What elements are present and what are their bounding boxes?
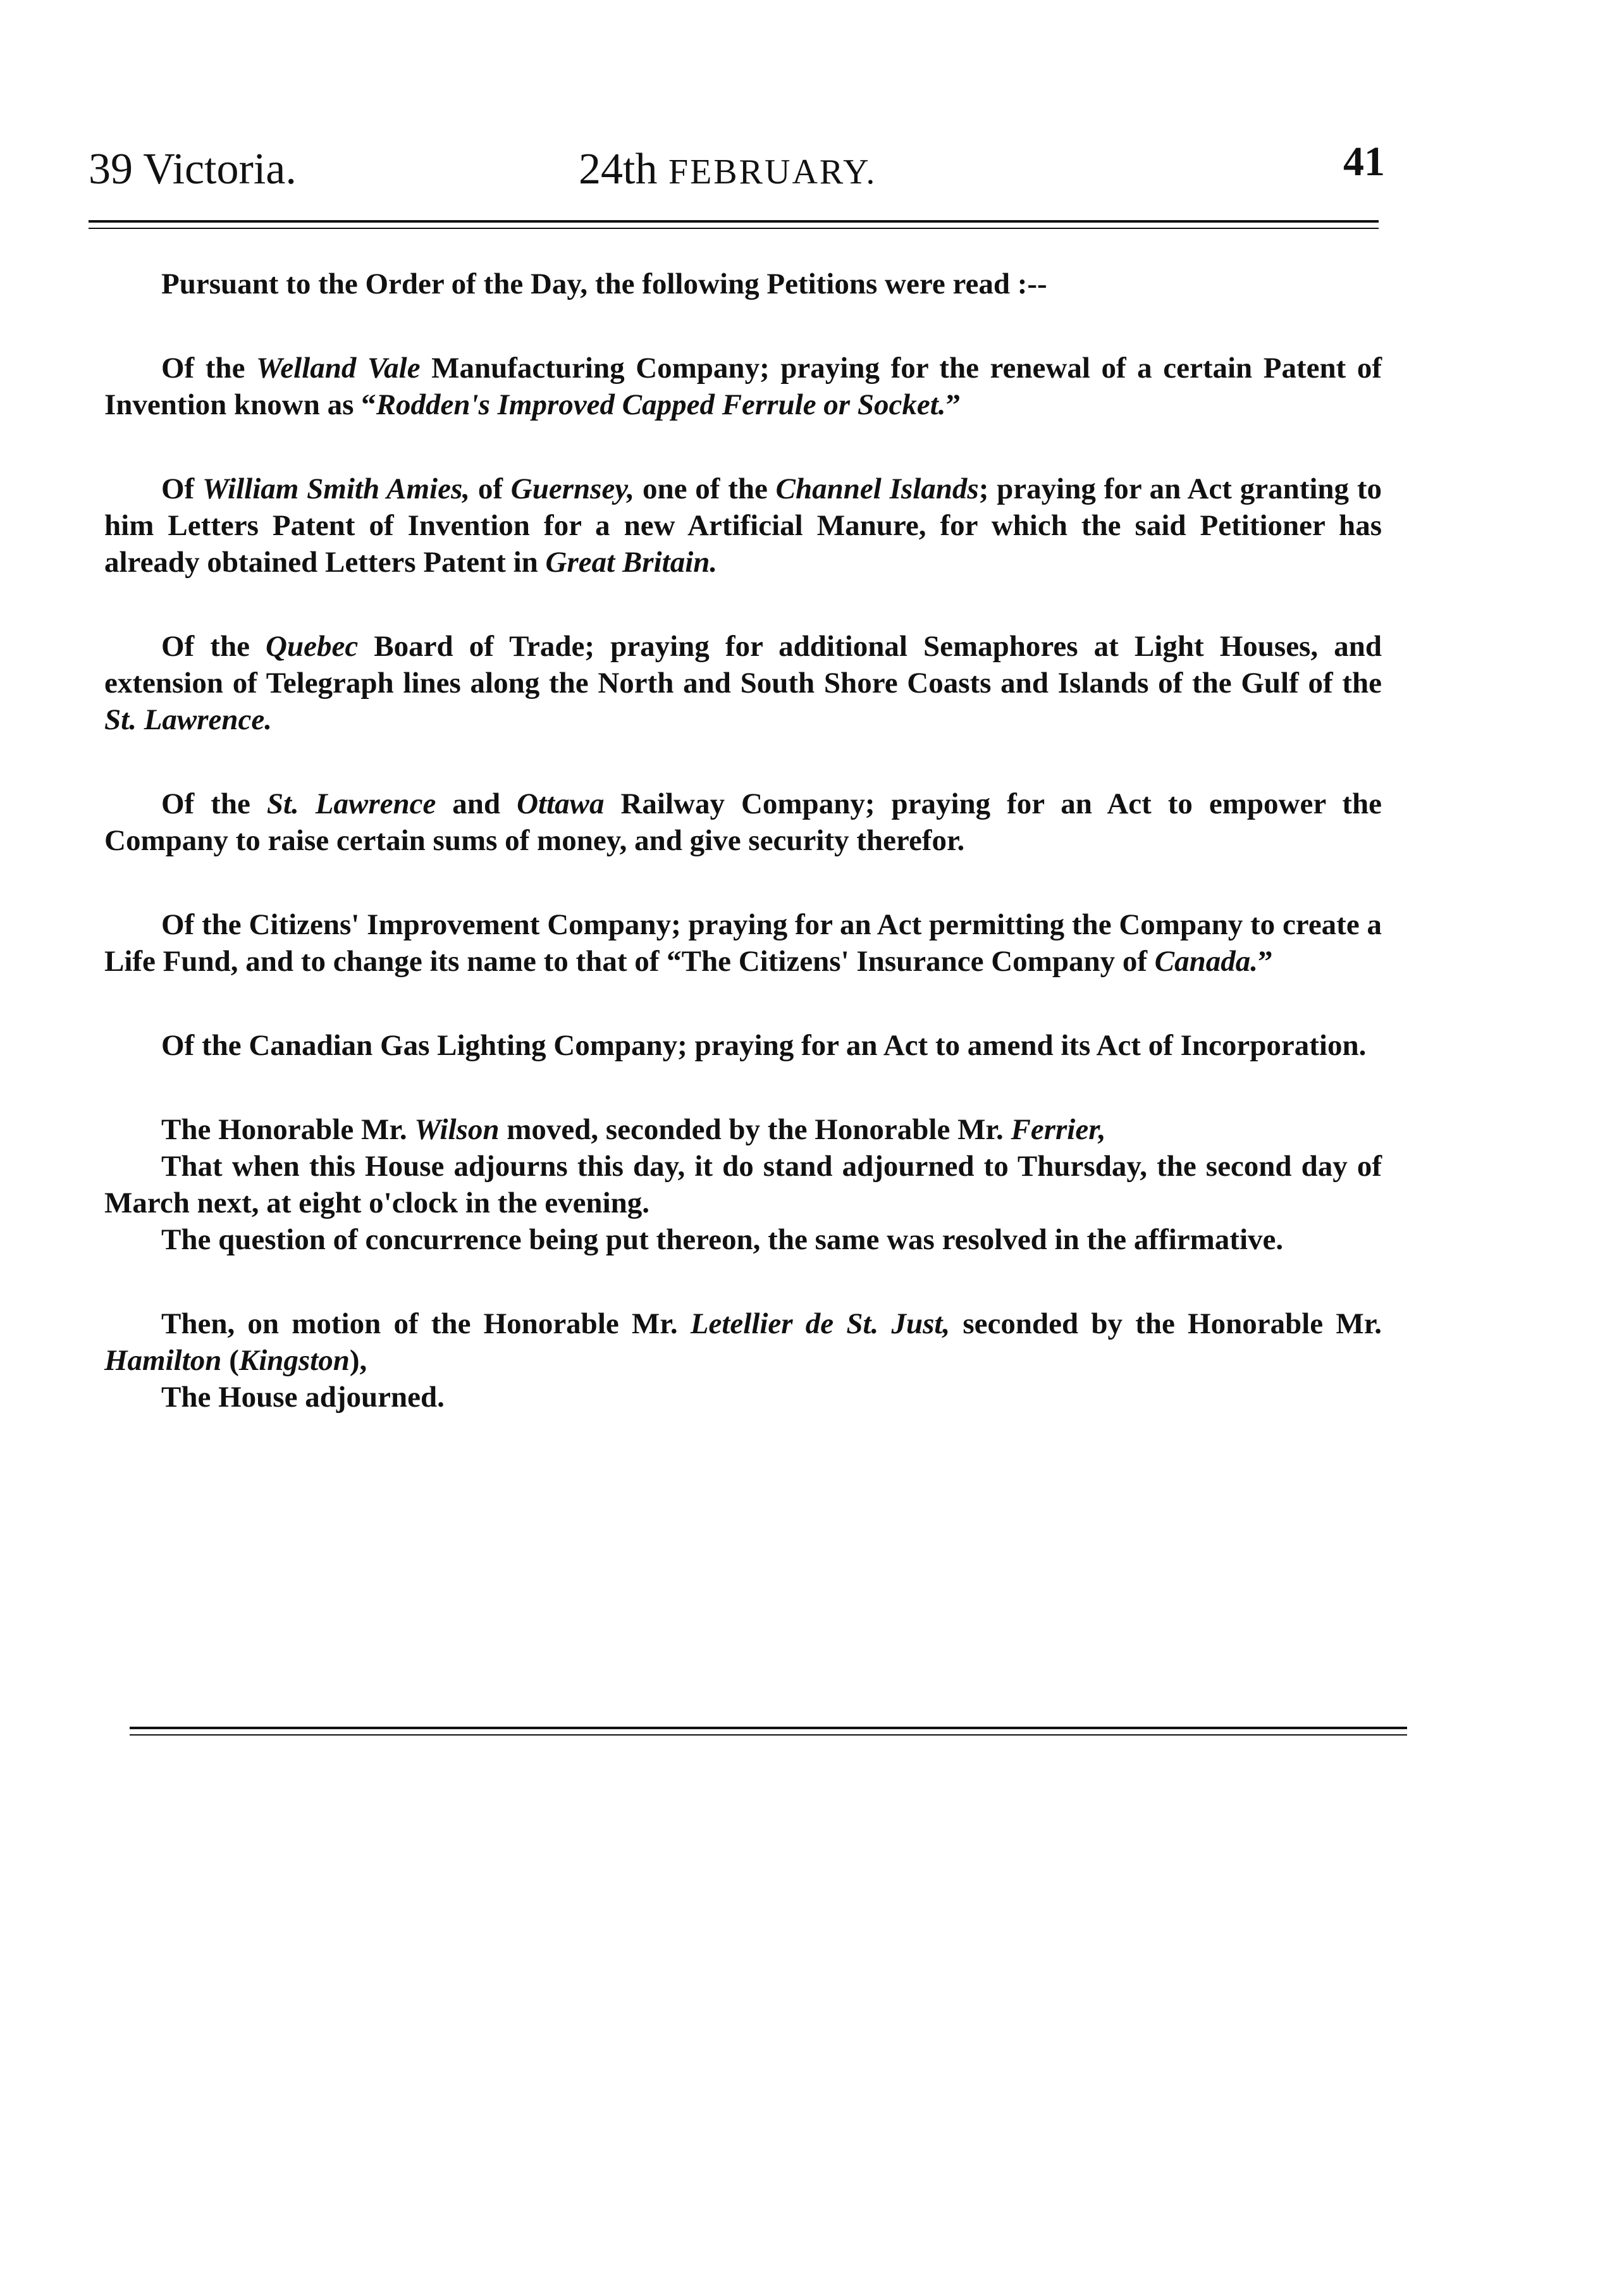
page-header: [89, 139, 1385, 201]
journal-body: [104, 266, 1382, 1415]
motion-letellier: Then, on motion of the Honorable Mr. Letellier de St. Just, seconded by the Honorable Mr. Hamilton (Kingston),: [104, 1307, 1382, 1377]
petition-citizens-improvement-company: Of the Citizens' Improvement Company; praying for an Act permitting the Company to create a Life Fund, and to change its name to that of “The Citizens' Insurance Company of Canada.”: [104, 908, 1382, 978]
petition-canadian-gas-lighting: Of the Canadian Gas Lighting Company; praying for an Act to amend its Act of Incorporation.: [161, 1029, 1367, 1062]
motion-resolution: The question of concurrence being put thereon, the same was resolved in the affirmative.: [161, 1223, 1284, 1256]
order-of-day-paragraph: Pursuant to the Order of the Day, the following Petitions were read :--: [161, 268, 1047, 300]
motion-wilson: The Honorable Mr. Wilson moved, seconded by the Honorable Mr. Ferrier,: [161, 1113, 1106, 1146]
house-adjourned: The House adjourned.: [161, 1381, 445, 1414]
petition-st-lawrence-ottawa-railway: Of the St. Lawrence and Ottawa Railway Company; praying for an Act to empower the Company to raise certain sums of money, and give security therefor.: [104, 787, 1382, 857]
running-head-session: 39 Victoria.: [89, 145, 297, 194]
footer-rule-thin: [130, 1734, 1407, 1736]
running-head-date: [579, 144, 877, 195]
footer-rule: [130, 1727, 1407, 1729]
date-month: FEBRUARY.: [668, 152, 877, 192]
page-number: 41: [1343, 139, 1385, 185]
petition-quebec-board-of-trade: Of the Quebec Board of Trade; praying for additional Semaphores at Light Houses, and extension of Telegraph lines along the North and South Shore Coasts and Islands of the Gulf of the St. Lawrence.: [104, 630, 1382, 736]
date-day: 24th: [579, 145, 668, 194]
petition-william-smith-amies: Of William Smith Amies, of Guernsey, one of the Channel Islands; praying for an Act granting to him Letters Patent of Invention for a new Artificial Manure, for which the said Petitioner has already obtained Letters Patent in Great Britain.: [104, 472, 1382, 579]
motion-adjournment-text: That when this House adjourns this day, it do stand adjourned to Thursday, the second day of March next, at eight o'clock in the evening.: [104, 1150, 1382, 1219]
header-rule-thin: [89, 228, 1379, 229]
petition-welland-vale: Of the Welland Vale Manufacturing Company; praying for the renewal of a certain Patent of Invention known as “Rodden's Improved Capped Ferrule or Socket.”: [104, 352, 1382, 421]
header-rule: [89, 220, 1379, 223]
